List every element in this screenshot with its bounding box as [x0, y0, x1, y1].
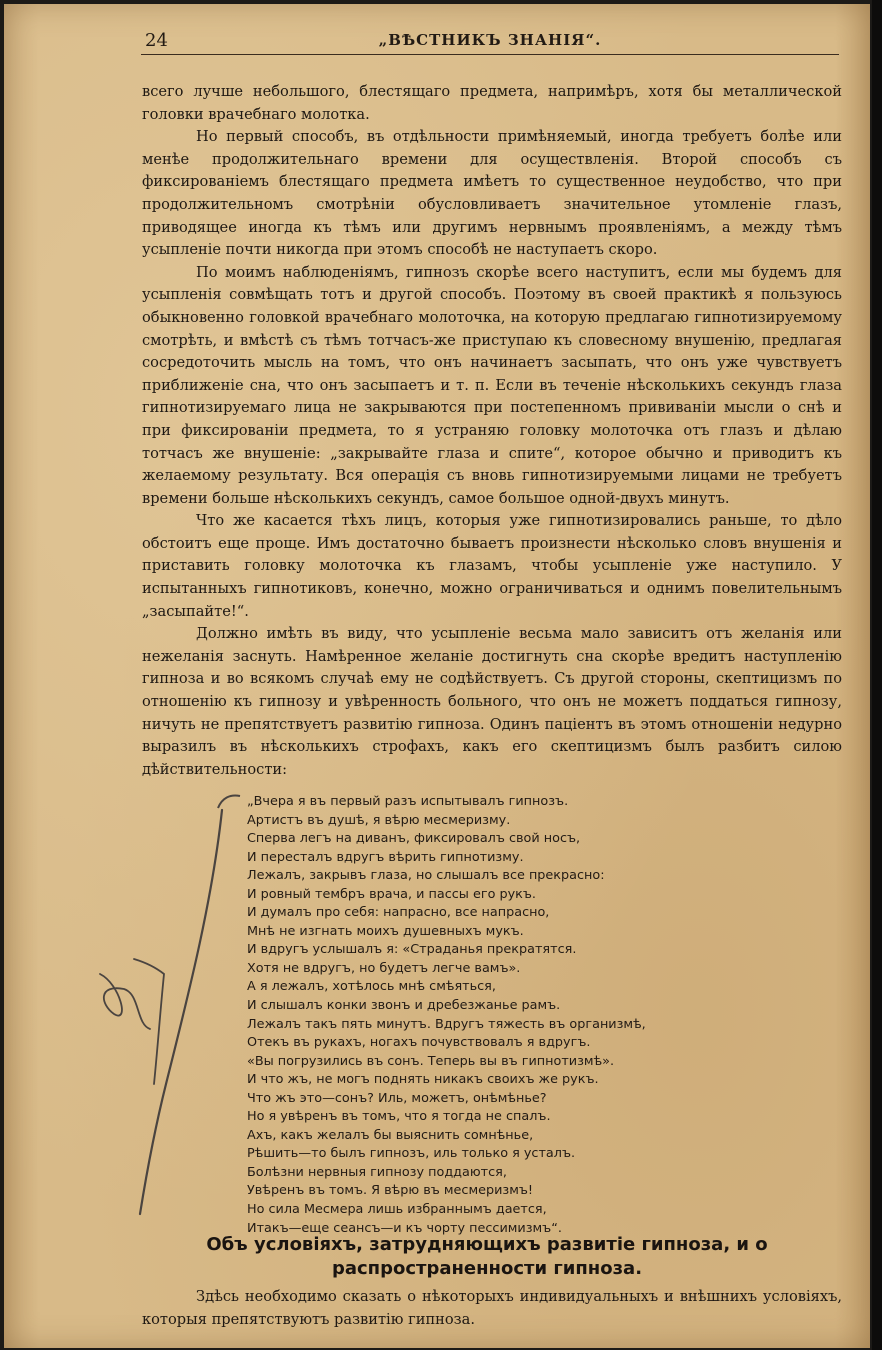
section-intro: [142, 1286, 842, 1331]
poem-line: Лежалъ такъ пять минутъ. Вдругъ тяжесть въ организмѣ,: [247, 1016, 646, 1032]
poem-line: „Вчера я въ первый разъ испытывалъ гипнозъ.: [247, 794, 569, 809]
paragraph-observations: По моимъ наблюденіямъ, гипнозъ скорѣе всего наступитъ, если мы будемъ для усыпленія совмѣщать тотъ и другой способъ. Поэтому въ своей практикѣ я пользуюсь обыкновенно головкой врачебнаго молоточка, на которую предлагаю гипнотизируемому смотрѣть, и вмѣстѣ съ тѣмъ тотчасъ-же приступаю къ словесному внушенію, предлагая сосредоточить мысль на томъ, что онъ начинаетъ засыпать, что онъ уже чувствуетъ приближеніе сна, что онъ засыпаетъ и т. п. Если въ теченіе нѣсколькихъ секундъ глаза гипнотизируемаго лица не закрываются при постепенномъ прививаніи мысли о снѣ и при фиксированіи предмета, то я устраняю головку молоточка отъ глазъ и дѣлаю тотчасъ же внушеніе: „закрывайте глаза и спите“, которое обычно и приводитъ къ желаемому результату. Вся операція съ вновь гипнотизируемыми лицами не требуетъ времени больше нѣсколькихъ секундъ, самое большое одной-двухъ минутъ.: [142, 263, 842, 507]
poem-line: «Вы погрузились въ сонъ. Теперь вы въ гипнотизмѣ».: [247, 1053, 615, 1069]
poem-line: И пересталъ вдругъ вѣрить гипнотизму.: [247, 849, 524, 865]
poem-line: Болѣзни нервныя гипнозу поддаются,: [247, 1164, 507, 1180]
poem-line: И что жъ, не могъ поднять никакъ своихъ же рукъ.: [247, 1072, 599, 1088]
poem-line: А я лежалъ, хотѣлось мнѣ смѣяться,: [247, 979, 496, 995]
poem-line: И вдругъ услышалъ я: «Страданья прекратятся.: [247, 942, 577, 958]
scan-edge: [872, 0, 882, 1350]
poem-line: Что жъ это—сонъ? Иль, можетъ, онѣмѣнье?: [247, 1090, 547, 1106]
section-heading: Объ условіяхъ, затрудняющихъ развитіе гипноза, и о распространенности гипноза.: [206, 1234, 768, 1279]
scanned-page: [4, 4, 870, 1348]
paragraph-section-intro: Здѣсь необходимо сказать о нѣкоторыхъ индивидуальныхъ и внѣшнихъ условіяхъ, которыя препятствуютъ развитію гипноза.: [142, 1288, 842, 1328]
poem-line: Мнѣ не изгнать моихъ душевныхъ мукъ.: [247, 923, 524, 939]
paragraph-skepticism: Должно имѣть въ виду, что усыпленіе весьма мало зависитъ отъ желанія или нежеланія заснуть. Намѣренное желаніе достигнуть сна скорѣе вредитъ наступленію гипноза и во всякомъ случаѣ ему не содѣйствуетъ. Съ другой стороны, скептицизмъ по отношенію къ гипнозу и увѣренность больного, что онъ не можетъ поддаться гипнозу, ничуть не препятствуетъ развитію гипноза. Одинъ паціентъ въ этомъ отношеніи недурно выразилъ въ нѣсколькихъ строфахъ, какъ его скептицизмъ былъ разбитъ силою дѣйствительности:: [142, 625, 842, 778]
poem-line: Ахъ, какъ желалъ бы выяснить сомнѣнье,: [247, 1127, 534, 1143]
poem-line: Увѣренъ въ томъ. Я вѣрю въ месмеризмъ!: [247, 1183, 534, 1199]
paragraph-first-method: Но первый способъ, въ отдѣльности примѣняемый, иногда требуетъ болѣе или менѣе продолжительнаго времени для осуществленія. Второй способъ съ фиксированіемъ блестящаго предмета имѣетъ то существенное неудобство, что при продолжительномъ смотрѣніи обусловливаетъ значительное утомленіе глазъ, приводящее иногда къ тѣмъ или другимъ нервнымъ проявленіямъ, а между тѣмъ усыпленіе почти никогда при этомъ способѣ не наступаетъ скоро.: [142, 128, 842, 259]
poem-line: Сперва легъ на диванъ, фиксировалъ свой носъ,: [247, 831, 581, 847]
poem-line: Рѣшить—то былъ гипнозъ, иль только я усталъ.: [247, 1146, 576, 1162]
poem-line: Но я увѣренъ въ томъ, что я тогда не спалъ.: [247, 1109, 551, 1125]
poem-line: Отекъ въ рукахъ, ногахъ почувствовалъ я вдругъ.: [247, 1035, 591, 1051]
running-header: [141, 24, 839, 55]
poem-line: Хотя не вдругъ, но будетъ легче вамъ».: [247, 960, 521, 976]
poem-line: И слышалъ конки звонъ и дребезжанье рамъ.: [247, 998, 561, 1014]
poem-line: И ровный тембръ врача, и пассы его рукъ.: [247, 886, 537, 902]
poem: [247, 793, 787, 1238]
poem-line: И думалъ про себя: напрасно, все напрасно,: [247, 905, 550, 921]
paragraph-continuation: всего лучше небольшого, блестящаго предмета, напримѣръ, хотя бы металлической головки врачебнаго молотка.: [142, 83, 842, 123]
poem-line: Но сила Месмера лишь избраннымъ дается,: [247, 1202, 547, 1218]
page-number: 24: [145, 30, 168, 51]
poem-line: Лежалъ, закрывъ глаза, но слышалъ все прекрасно:: [247, 868, 605, 884]
poem-line: Итакъ—еще сеансъ—и къ чорту пессимизмъ“.: [247, 1220, 562, 1236]
paragraph-experienced-subjects: Что же касается тѣхъ лицъ, которыя уже гипнотизировались раньше, то дѣло обстоитъ еще проще. Имъ достаточно бываетъ произнести нѣсколько словъ внушенія и приставить головку молоточка къ глазамъ, чтобы усыпленіе уже наступило. У испытанныхъ гипнотиковъ, конечно, можно ограничиваться и однимъ повелительнымъ „засыпайте!“.: [142, 512, 842, 620]
poem-line: Артистъ въ душѣ, я вѣрю месмеризму.: [247, 812, 511, 828]
body-text: [142, 81, 842, 781]
pencil-margin-mark-icon: [90, 784, 260, 1244]
journal-title: „ВѢСТНИКЪ ЗНАНІЯ“.: [378, 31, 602, 49]
